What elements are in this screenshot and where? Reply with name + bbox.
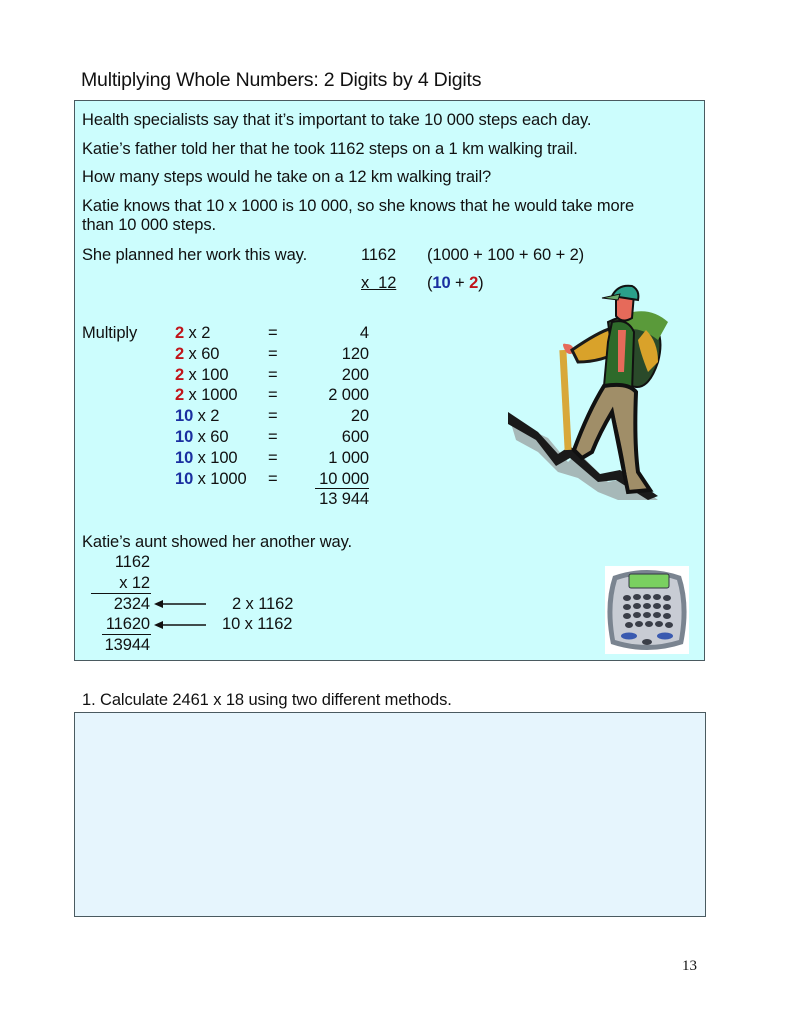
multiply-expression (175, 323, 210, 343)
paren-open: ( (427, 274, 433, 292)
tens-digit: 10 (432, 274, 451, 292)
multiplicand: x 2 (193, 407, 220, 425)
multiplicand: x 1000 (193, 470, 247, 488)
aunt-partial-2: 11620 (105, 615, 150, 633)
multiplicand: x 2 (184, 324, 211, 342)
calculator-image (605, 566, 689, 654)
arrow-left-icon (154, 619, 206, 631)
multiply-result: 10 000 (319, 470, 369, 488)
multiply-expression (175, 406, 219, 426)
plan-bottom-expansion (427, 273, 484, 293)
paren-close: ) (478, 274, 484, 292)
intro-line-4: Katie knows that 10 x 1000 is 10 000, so she knows that he would take more (82, 197, 635, 215)
aunt-partial-2-note: 10 x 1162 (222, 615, 293, 633)
multiply-expression (175, 344, 219, 364)
multiply-result: 600 (341, 428, 369, 446)
page-number: 13 (682, 958, 697, 974)
aunt-label: Katie’s aunt showed her another way. (82, 533, 353, 551)
aunt-partial-1: 2324 (113, 595, 150, 613)
multiply-total: 13 944 (319, 490, 369, 508)
plan-top-expansion: (1000 + 100 + 60 + 2) (427, 246, 585, 264)
multiply-expression (175, 365, 228, 385)
arrow-left-icon (154, 598, 206, 610)
multiply-result: 20 (350, 407, 369, 425)
factor: 2 (175, 386, 185, 404)
intro-line-2: Katie’s father told her that he took 1162 steps on a 1 km walking trail. (82, 140, 578, 158)
equals-sign: = (268, 345, 278, 363)
ones-digit: 2 (469, 274, 479, 292)
multiply-expression (175, 448, 238, 468)
intro-line-4b: than 10 000 steps. (82, 216, 216, 234)
plan-top-number: 1162 (361, 246, 397, 264)
factor: 10 (175, 428, 194, 446)
question-1: 1. Calculate 2461 x 18 using two different methods. (82, 691, 452, 709)
factor: 10 (175, 449, 194, 467)
aunt-total: 13944 (104, 636, 150, 654)
factor: 2 (175, 324, 185, 342)
multiply-expression (175, 385, 238, 405)
equals-sign: = (268, 407, 278, 425)
equals-sign: = (268, 428, 278, 446)
aunt-multiplier: x 12 (119, 574, 150, 592)
multiply-result: 200 (341, 366, 369, 384)
equals-sign: = (268, 324, 278, 342)
multiplicand: x 100 (184, 366, 229, 384)
factor: 2 (175, 366, 185, 384)
factor: 2 (175, 345, 185, 363)
plus-sign: + (450, 274, 470, 292)
multiply-result: 2 000 (328, 386, 369, 404)
intro-line-3: How many steps would he take on a 12 km walking trail? (82, 168, 492, 186)
aunt-partial-1-note: 2 x 1162 (232, 595, 294, 613)
multiplicand: x 60 (193, 428, 229, 446)
equals-sign: = (268, 386, 278, 404)
multiplicand: x 1000 (184, 386, 238, 404)
multiply-result: 120 (341, 345, 369, 363)
multiplicand: x 100 (193, 449, 238, 467)
multiply-expression (175, 469, 247, 489)
intro-line-1: Health specialists say that it’s important to take 10 000 steps each day. (82, 111, 592, 129)
equals-sign: = (268, 449, 278, 467)
factor: 10 (175, 470, 194, 488)
equals-sign: = (268, 470, 278, 488)
plan-label: She planned her work this way. (82, 246, 308, 264)
multiplicand: x 60 (184, 345, 220, 363)
aunt-top-number: 1162 (114, 553, 150, 571)
multiply-expression (175, 427, 228, 447)
multiply-result: 1 000 (328, 449, 369, 467)
plan-bottom-number: x 12 (361, 274, 397, 292)
answer-box[interactable] (74, 712, 706, 917)
multiply-label: Multiply (82, 324, 138, 342)
factor: 10 (175, 407, 194, 425)
page-title: Multiplying Whole Numbers: 2 Digits by 4 Digits (81, 69, 482, 91)
multiply-result: 4 (359, 324, 369, 342)
hiker-image (508, 282, 678, 504)
equals-sign: = (268, 366, 278, 384)
